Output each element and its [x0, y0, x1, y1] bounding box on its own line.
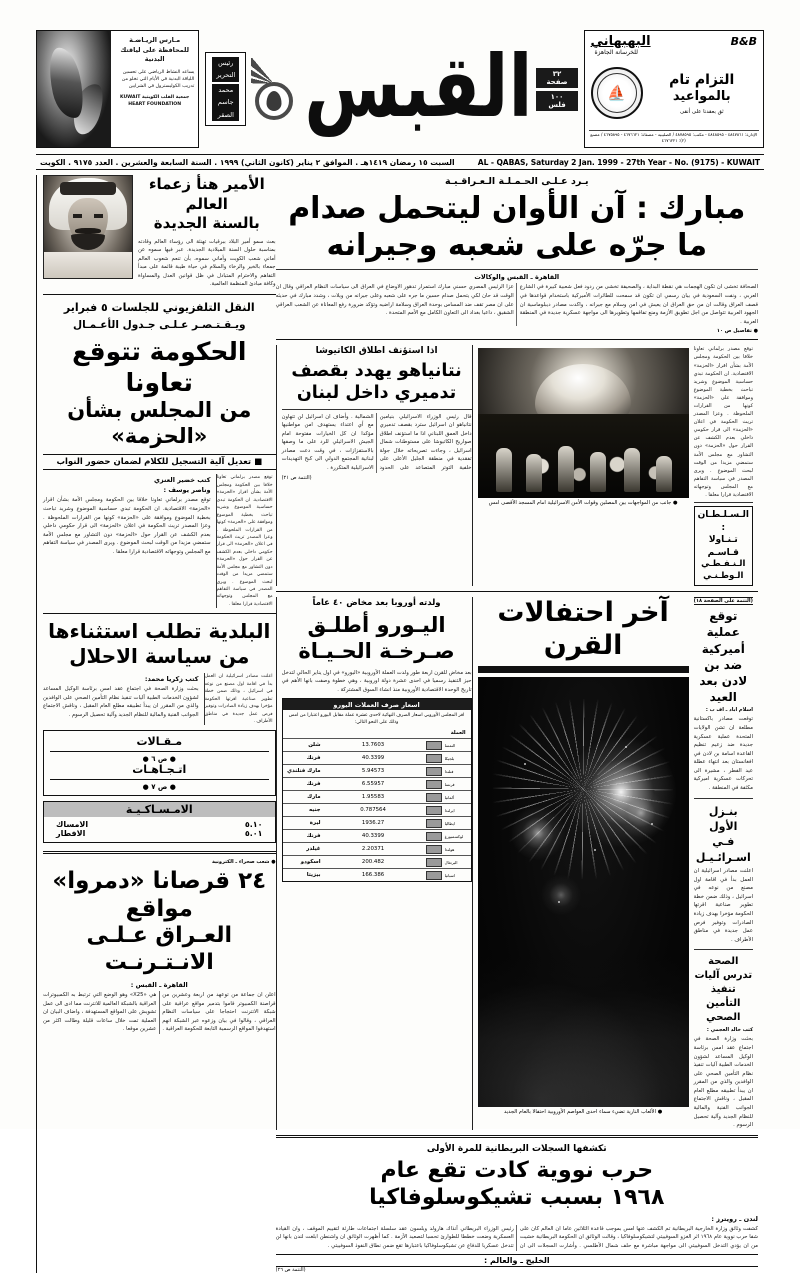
story-century[interactable]: [472, 597, 694, 1129]
municipality-body: بحثت وزارة الصحة في اجتماع عقد امس برئاسة الوكيل المساعد لشؤون الخدمات الطبية آليات تنفيذ نظام التأمين الصحي على الوافدين والذي من المقرر ان يبدأ تطبيقه مطلع العام المقبل ، وناقش الاجتماع الجوانب الفنية والمالية للنظام الجديد وآلية تحصيل الرسوم .: [43, 686, 199, 719]
currency-row: [283, 816, 471, 829]
netanyahu-continued: (التتمة ص ٢١): [281, 474, 312, 481]
hackers-headline-1: ٢٤ قرصانا «دمروا» مواقع: [52, 868, 267, 923]
govt-body: توقع مصدر برلماني تعاونا خلاقا بين الحكومة ومجلس الأمة بشأن اقرار «الحزمة» الاقتصادية. ان الحكومة تبدي حساسية الموضوع وشريد تباحث بخطية الموضوع وموافقة على «الحزمة» كونها من القرارات الملحوظة . وعزا المصدر تريث الحكومة في اعلان «الحزمة» الى قرار حكومي داخلي بعدم الكشف عن القرار حول «الحزمة» دون التشاور مع مجلس الأمة ستمضي مزيدا من الوقت لبحث الموضوع . ويرى المصدر في سياسة التفاهم مع المجلس وتوجهاته الاقتصادية قرارا معلقا .: [43, 497, 211, 555]
currency-rates-box[interactable]: [282, 698, 472, 882]
divider-1: [43, 294, 276, 295]
box-imsakiya[interactable]: [43, 801, 276, 843]
jerusalem-photo-block: [472, 345, 694, 586]
imsak-label: الامساك: [56, 820, 89, 830]
mubarak-body-columns: [276, 283, 758, 326]
euro-body: بعد مخاض للقرن اربعة طور ولدت العملة الأوروبية «اليورو» في اول يناير الحالي لتدخل حيز التنفيذ رسميا في احدى عشرة دولة اوروبية ، وهي خطوة وصفت بانها الأهم في تاريخ الوحدة الاقتصادية الأوروبية منذ انشاء السوق المشتركة .: [281, 669, 472, 693]
story-health-insurance[interactable]: [694, 955, 753, 1129]
govt-headline-2: من المجلس بشأن «الحزمة»: [67, 398, 252, 448]
behbehani-slogan-3: ثق بعقدنا على أنقى: [679, 108, 724, 115]
amir-headline-1: الأمير هنأ زعماء العالم: [148, 175, 265, 213]
story-mubarak[interactable]: [276, 175, 758, 334]
behbehani-brand-en: B&B: [730, 35, 757, 48]
flag-icon: [426, 832, 442, 841]
currency-value: 40.3399: [361, 833, 385, 840]
flag-icon: [426, 793, 442, 802]
pages-tag: ٣٢ صفحة: [536, 68, 577, 88]
behbehani-slogan: [647, 72, 757, 115]
flag-icon: [426, 845, 442, 854]
binladen-topnote: (التتمة على الصفحة ١٨): [693, 598, 753, 605]
currency-row: [283, 868, 471, 881]
flag-icon: [426, 741, 442, 750]
sultan-line-1: الـسـلـطـان :: [697, 510, 749, 533]
currency-name: ليرة: [309, 820, 321, 827]
municipality-headline-1: البلدية تطلب استثناءها: [48, 619, 271, 644]
divider-3: [43, 851, 276, 854]
currency-name: جنيه: [309, 807, 321, 814]
currency-value: 200.482: [361, 859, 385, 866]
netanyahu-kicker: اذا استؤنف اطلاق الكاتيوشا: [315, 346, 438, 357]
nuclear-headline-2: ١٩٦٨ بسبب تشيكوسلوفاكيا: [369, 1185, 665, 1211]
story-nuclear-1968[interactable]: [276, 1143, 758, 1273]
hackers-body-columns: [43, 991, 276, 1034]
sports-ad-body: يساعد النشاط الرياضي على تحسين اللياقة البدنية في الأيام التي تخلو من تدريب الكوليسترول في الشرايين: [121, 69, 195, 90]
row-century: [276, 597, 758, 1129]
govt-side-note: توقع مصدر برلماني تعاونا خلاقا بين الحكومة ومجلس الأمة بشأن اقرار «الحزمة» الاقتصادية. ان الحكومة تبدي حساسية الموضوع وشريد تباحث بخطية الموضوع وموافقة على «الحزمة» كونها من القرارات الملحوظة . وعزا المصدر تريث الحكومة في اعلان «الحزمة» الى قرار حكومي داخلي بعدم الكشف عن القرار حول «الحزمة» دون التشاور مع مجلس الأمة ستمضي مزيدا من الوقت لبحث الموضوع . ويرى المصدر في سياسة التفاهم مع المجلس وتوجهاته الاقتصادية قرارا معلقا .: [216, 475, 273, 607]
iftar-label: الافطار: [56, 829, 86, 839]
currency-country: النمسا: [444, 742, 456, 748]
currency-country: لوكسمبورغ: [444, 833, 464, 839]
currency-name: شلن: [308, 742, 321, 749]
currency-country: هولندا: [444, 846, 455, 852]
hackers-body-left: هي «X25» وهو الوضع التي ترتبط به الكمبيوترات العراقية بالشبكة العالمية للانترنت مما ادى الى عمل تشويش على المواقع المستهدفة ، واضاف البيان ان العملية تمت خلال ساعات قليلة وطالت اكثر من عشرين موقعا .: [43, 992, 157, 1033]
israel-headline-1: بنـزل الأول: [708, 804, 738, 833]
imsakiya-title: الامـسـاكـيـة: [44, 802, 275, 817]
currency-value: 0.787564: [360, 807, 386, 814]
dateline-english: AL - QABAS, Saturday 2 Jan. 1999 - 27th Year - No. (9175) - KUWAIT: [477, 157, 760, 167]
currency-value: 5.94573: [361, 768, 385, 775]
currency-row: [283, 777, 471, 790]
currency-name: فرنك: [306, 755, 321, 762]
currency-value: 6.55957: [361, 781, 385, 788]
dateline-arabic: السبت ١٥ رمضان ١٤١٩هـ . الموافق ٢ يناير (كانون الثاني) ١٩٩٩ . السنة السابعة والعشرين . العدد ٩١٧٥ . الكويت: [40, 157, 455, 167]
nuclear-headline-1: حرب نووية كادت تقع عام: [380, 1158, 654, 1184]
govt-byline-2: وناصر يوسف :: [163, 486, 211, 495]
binladen-dateline: اسلام اباد ـ اف ب :: [705, 707, 753, 714]
story-binladen[interactable]: [694, 608, 753, 792]
hackers-body-right: اعلن ان جماعة من توعهد من اربعة وعشرين من قراصنة الكمبيوتر قاموا بتدمير مواقع عراقية على شبكة الانترنت احتجاجا على سياسات النظام العراقي ، وقالوا في بيان وزعوه عبر الشبكة انهم استهدفوا المواقع الرسمية التابعة للحكومة العراقية .: [162, 992, 276, 1033]
municipality-side-body: اعلنت مصادر اسرائيلية ان العمل بدأ في اقامة اول مصنع من نوعه في اسرائيل ، وذلك ضمن خطة تطوير صناعية اقرتها الحكومة مؤخرا بهدف زيادة الصادرات وتوفير فرص عمل جديدة في مناطق الأطراف .: [204, 674, 273, 724]
currency-row: [283, 738, 471, 751]
currency-box-title: اسعار صرف العملات اليورو: [283, 699, 471, 710]
masthead-ad-behbehani[interactable]: [584, 30, 764, 148]
netanyahu-side-body: توقع مصدر برلماني تعاونا خلاقا بين الحكومة ومجلس الأمة بشأن اقرار «الحزمة» الاقتصادية. ان الحكومة تبدي حساسية الموضوع وشريد تباحث بخطية الموضوع وموافقة على «الحزمة» كونها من القرارات الملحوظة . وعزا المصدر تريث الحكومة في اعلان «الحزمة» الى قرار حكومي داخلي بعدم الكشف عن القرار حول «الحزمة» دون التشاور مع مجلس الأمة ستمضي مزيدا من الوقت لبحث الموضوع . ويرى المصدر في سياسة التفاهم مع المجلس وتوجهاته الاقتصادية قرارا معلقا .: [693, 346, 753, 499]
currency-country: ايطاليا: [444, 820, 455, 826]
mubarak-dateline: القاهرة ـ القبس والوكالات: [474, 273, 560, 282]
nuclear-kicker: تكشفها السجلات البريطانية للمرة الأولى: [426, 1143, 607, 1154]
binladen-body: توقعت مصادر باكستانية مطلعة ان تشن الولايات المتحدة عملية عسكرية جديدة ضد زعيم تنظيم القاعدة اسامة بن لادن في افغانستان بعد انتهاء عطلة عيد الفطر ، مشيرة الى تحركات عسكرية اميركية مكثفة في المنطقة .: [693, 716, 753, 792]
flag-icon: [426, 767, 442, 776]
govt-headline-1: الحكومة تتوقع تعاونا: [72, 337, 247, 397]
masthead-tags: [536, 68, 577, 111]
dateline-bar: [36, 154, 764, 170]
currency-box-intro: اقر المجلس الأوروبي اسعار الصرف النهائية لاحدى عشرة عملة مقابل اليورو اعتبارا من امس وذلك على النحو التالي:: [288, 713, 465, 726]
currency-row: [283, 842, 471, 855]
nuclear-body-columns: [276, 1225, 758, 1251]
masthead-ad-sports[interactable]: [36, 30, 199, 148]
health-dateline: كتب خالد العجمي :: [706, 1027, 753, 1034]
amir-headline-2: بالسنة الجديدة: [153, 214, 260, 232]
health-headline-1: الصحة تدرس آليات: [694, 956, 753, 982]
behbehani-subtitle: للخرسانة الجاهزة: [594, 49, 638, 56]
currency-name: مارك: [307, 794, 321, 801]
currency-country: ايرلندا: [444, 807, 455, 813]
story-netanyahu[interactable]: [276, 345, 472, 586]
story-euro[interactable]: [276, 597, 472, 1129]
govt-byline-1: كتب خضير العنزي: [153, 476, 211, 485]
euro-headline-2: صـرخـة الحـيـاة: [298, 639, 455, 664]
logo-wordmark: القبس: [304, 36, 533, 137]
behbehani-seal-icon: ⛵: [591, 67, 643, 119]
story-israel-factory[interactable]: [694, 804, 753, 945]
netanyahu-body-columns: [282, 413, 472, 473]
flag-icon: [426, 871, 442, 880]
editor-credit: [205, 52, 246, 126]
sultan-line-2: تـنـاولا قـاسـم: [707, 535, 739, 558]
currency-country: فرنسا: [444, 781, 455, 787]
sports-ad-text: [111, 31, 198, 147]
currency-rows: [283, 738, 471, 881]
jerusalem-clashes-photo: [478, 348, 689, 498]
articles-box-title: مـقـالات: [136, 735, 183, 749]
netanyahu-side-text: [694, 345, 758, 586]
currency-country: بلجيكا: [444, 755, 455, 761]
netanyahu-headline-2: تدميري داخل لبنان: [296, 382, 457, 403]
govt-kicker-1: النقل التلفزيوني للجلسات ٥ فبراير: [63, 300, 255, 314]
masthead-center: [205, 30, 577, 148]
mubarak-kicker: يـرد عـلـى الحـمـلـة الـعـراقـيـة: [444, 176, 589, 187]
story-amir-greetings[interactable]: [43, 175, 276, 289]
flag-icon: [426, 819, 442, 828]
flag-icon: [426, 780, 442, 789]
divider-2: [43, 613, 276, 614]
sultan-line-3: الـنـفـطـي الـوطـنـي: [701, 559, 746, 582]
binladen-headline-2: أميركية ضد بن: [701, 641, 745, 672]
behbehani-slogan-1: التزام تام: [669, 71, 735, 88]
divider-4: [276, 339, 758, 340]
currency-name: غيلدر: [306, 846, 321, 853]
nuclear-dateline: لندن ـ رويترز :: [711, 1214, 758, 1223]
hackers-dateline: القاهرة ـ القبس :: [130, 981, 188, 990]
behbehani-brand-ar: البهبهاني: [590, 34, 651, 49]
flag-icon: [426, 858, 442, 867]
right-column: [36, 175, 276, 1273]
center-right-stack: [694, 597, 758, 1129]
row-netanyahu: [276, 345, 758, 586]
trends-box-page: ● ص ٧ ●: [142, 783, 176, 792]
euro-headline-1: اليـورو أطلـق: [307, 613, 446, 638]
flag-icon: [426, 806, 442, 815]
euro-kicker: ولدته أوروبا بعد مخاض ٤٠ عاماً: [312, 598, 441, 609]
behbehani-brand: [589, 34, 759, 50]
municipality-headline-2: من سياسة الاحلال: [69, 644, 250, 669]
hackers-pre-note: ● شعب صحراء ـ الكترونية: [211, 859, 276, 866]
netanyahu-body: قال رئيس الوزراء الاسرائيلي بنيامين نتانياهو ان اسرائيل سترد بقصف تدميري داخل العمق اللبناني اذا ما استؤنف اطلاق صواريخ الكاتيوشا على مستوطنات شمال اسرائيل ، وجاءت تصريحاته خلال جولة تفقدية في منطقة الجليل الأعلى على خلفية التوتر المتصاعد على الحدود الشمالية . وأضاف ان اسرائيل لن تتهاون مع أي اعتداء يستهدف امن مواطنيها مؤكدا ان كل الخيارات مفتوحة امام الجيش الاسرائيلي للرد على ما وصفها بالاستفزازات ، في وقت دعت مصادر لبنانية المجتمع الدولي الى كبح التهديدات الاسرائيلية المتكررة .: [281, 413, 472, 472]
currency-row: [283, 764, 471, 777]
currency-country: البرتغال: [444, 859, 458, 865]
currency-value: 1936.27: [361, 820, 385, 827]
currency-col-header: العملة: [450, 730, 466, 737]
left-center-area: [276, 175, 764, 1273]
iftar-value: ٥.٠١: [244, 829, 263, 839]
binladen-headline-3: لادن بعد العيد: [699, 674, 748, 705]
palm-emblem-icon: [248, 58, 300, 120]
story-government-package[interactable]: [43, 300, 276, 470]
amir-portrait-photo: [43, 175, 133, 279]
currency-name: بيزيتا: [306, 872, 321, 879]
trends-box-title: اتـجـاهـات: [132, 763, 187, 777]
binladen-headline-1: توقع عملية: [706, 609, 740, 640]
nuclear-body: كشفت وثائق وزارة الخارجية البريطانية تم الكشف عنها امس بموجب قاعدة الثلاثين عاما ان العالم كان على شفا حرب نووية عام ١٩٦٨ اثر الغزو السوفييتي لتشيكوسلوفاكيا ، وقالت الوثائق ان الحكومة البريطانية خشيت من ان يؤدي التدخل السوفييتي الى مواجهة مباشرة مع حلف شمال الأطلسي . وأشارت السجلات الى ان رئيس الوزراء البريطاني آنذاك هارولد ويلسون عقد سلسلة اجتماعات طارئة لتقييم الموقف ، وان القيادة العسكرية وضعت خططا للطوارئ تحسبا لتصعيد الأزمة . كما أظهرت الوثائق ان واشنطن ابلغت لندن بانها لن تتدخل عسكريا للدفاع عن تشيكوسلوفاكيا باعتبارها تقع ضمن نطاق النفوذ السوفييتي .: [275, 1225, 758, 1250]
story-internet-hackers[interactable]: [43, 859, 276, 1034]
health-headline-2: تنفيذ التأمين الصحي: [706, 984, 741, 1024]
currency-country: اسبانيا: [444, 872, 455, 878]
box-articles-index[interactable]: [43, 730, 276, 796]
imsak-value: ٥.١٠: [244, 820, 263, 830]
price-tag: ١٠٠ فلس: [536, 91, 577, 111]
currency-name: مارك فنلندي: [287, 768, 321, 775]
fireworks-photo: [478, 677, 689, 1107]
imsakiya-row-iftar: [50, 829, 269, 838]
currency-value: 13.7603: [361, 742, 385, 749]
mubarak-body-right: عزا الرئيس المصري حسني مبارك استمرار تدهور الاوضاع في العراق الى سياسات النظام العراقي وقال ان الوقت قد حان لكي يتحمل صدام حسين ما جره على شعبه وعلى جيرانه من ويلات ، وشدد مبارك في حديثه على ان مصر تقف ضد المساس بوحدة العراق وسلامة اراضيه وتؤكد ضرورة رفع المعاناة عن الشعب العراقي الشقيق ، داعيا بغداد الى التعاون الكامل مع الأمم المتحدة .: [275, 284, 514, 317]
currency-row: [283, 855, 471, 868]
behbehani-slogan-2: بالمواعيد: [672, 89, 731, 105]
black-rule: [478, 666, 689, 673]
runner-photo: [37, 31, 111, 147]
currency-value: 1.95583: [361, 794, 385, 801]
currency-value: 166.386: [361, 872, 385, 879]
currency-row: [283, 829, 471, 842]
hackers-headline-2: العـراق عـلـى الانـتـرنـت: [86, 923, 233, 976]
articles-box-page: ● ص ٦ ●: [142, 755, 176, 764]
section-label-gulf: الخليج ـ والعالم :: [276, 1254, 758, 1267]
netanyahu-headline-1: نتانياهو يهدد بقصف: [291, 360, 462, 381]
currency-row: [283, 751, 471, 764]
currency-country: ألمانيا: [444, 794, 454, 800]
health-body: بحثت وزارة الصحة في اجتماع عقد امس برئاسة الوكيل المساعد لشؤون الخدمات الطبية آليات تنفيذ نظام التأمين الصحي على الوافدين والذي من المقرر ان يبدأ تطبيقه مطلع العام المقبل ، وناقش الاجتماع الجوانب الفنية والمالية للنظام الجديد وآلية تحصيل الرسوم .: [693, 1036, 753, 1129]
imsakiya-row-imsak: [50, 820, 269, 829]
israel-headline-2: فـي اسـرائـيـل: [695, 835, 751, 864]
fireworks-photo-caption: ● الألعاب النارية تضيء سماء احدى العواصم الأوروبية احتفالا بالعام الجديد: [504, 1108, 663, 1115]
mubarak-headline-2: ما جرّه على شعبه وجيرانه: [326, 227, 708, 263]
divider-6: [276, 1135, 758, 1138]
govt-kicker-2: ويـقـتـصـر عـلـى جـدول الأعـمـال: [73, 319, 246, 332]
jerusalem-photo-caption: ● جانب من المواجهات بين المصلين وقوات الأمن الاسرائيلية امام المسجد الأقصى امس: [488, 499, 678, 506]
paper-logo: [248, 36, 533, 137]
editor-name: محمد جاسم الصقر: [212, 84, 239, 121]
sports-ad-headline: مـارس الريـاضـة للمحافظة على لياقتك البدنية: [120, 36, 189, 64]
behbehani-footer: الإدارة: ٤٨٤٧٨٦١ - ٤٨٤٨٥٩٥ - مكتب: ٤٨٧٨٥٩٥ / الصليبية - مصفاة: ٤٦٧٦٦٢١ - ٤٦٧٥٨٩٥ / مصنع (٢): ٤٦٧٦٢٢١: [590, 132, 758, 144]
story-municipality[interactable]: [43, 619, 276, 725]
currency-value: 2.20371: [361, 846, 385, 853]
currency-row: [283, 790, 471, 803]
currency-country: فنلندا: [444, 768, 454, 774]
flag-icon: [426, 754, 442, 763]
israel-body: اعلنت مصادر اسرائيلية ان العمل بدأ في اقامة اول مصنع من نوعه في اسرائيل ، وذلك ضمن خطة تطوير صناعية اقرتها الحكومة مؤخرا بهدف زيادة الصادرات وتوفير فرص عمل جديدة في مناطق الأطراف .: [693, 868, 753, 943]
currency-row: [283, 803, 471, 816]
century-headline: آخر احتفالات القرن: [497, 597, 669, 662]
amir-body: بعث سمو أمير البلاد ببرقيات تهنئة الى رؤساء العالم وقادته بمناسبة حلول السنة الميلادية الجديدة. عبر فيها سموه عن أماني شعب الكويت وأماني سموه، بأن تنعم شعوب العالم جمعاء بالخير والرخاء والسلام في حياة طيبة قائمة على مبدأ التفاهم والاحترام المتبادل في ظل قوانين العدل والمساواة وكافة مبادئ المنظمة العالمية.: [138, 238, 276, 288]
masthead: [36, 30, 764, 148]
mubarak-more-ref: ● تفاصيل ص ١٠: [716, 328, 758, 335]
sports-ad-footer: جمعية القلب الكويتية KUWAIT HEART FOUNDATION: [119, 95, 190, 108]
editor-label: رئيس التحرير: [212, 57, 239, 82]
municipality-byline: كتب زكريا محمد:: [144, 675, 199, 684]
divider-5: [276, 591, 758, 592]
page-content: [36, 175, 764, 1273]
currency-name: اسكودو: [300, 859, 321, 866]
currency-value: 40.3399: [361, 755, 385, 762]
box-sultan[interactable]: [694, 506, 753, 586]
govt-body-block: [43, 474, 276, 608]
mubarak-headline-1: مبارك : آن الأوان ليتحمل صدام: [288, 191, 746, 227]
govt-subbullet: ■ تعديل آلية التسجيل للكلام لضمان حضور النواب: [43, 454, 276, 470]
mubarak-body-left: الصحافة تخشى ان تكون الهجمات هي نقطة البداية ، والصحيفة تخشى من ردود فعل شعبية كبيرة في الشارع العربي ، ونفت السعودية في بيان رسمي ان تكون قد سمحت للطائرات الأميركية باستخدام قواعدها في قصف العراق وقالت ان من حق العراق ان يعيش في امن وسلام مع جيرانه ، واكدت مصادر ديبلوماسية ان الجهود العربية تتواصل من اجل تطويق الأزمة ومنع تفاقمها وتطويرها الى مواجهة عسكرية جديدة في المنطقة العربية .: [519, 284, 758, 325]
currency-name: فرنك: [306, 781, 321, 788]
nuclear-continued: (التتمة ص ٢٦): [275, 1266, 306, 1273]
currency-name: فرنك: [306, 833, 321, 840]
